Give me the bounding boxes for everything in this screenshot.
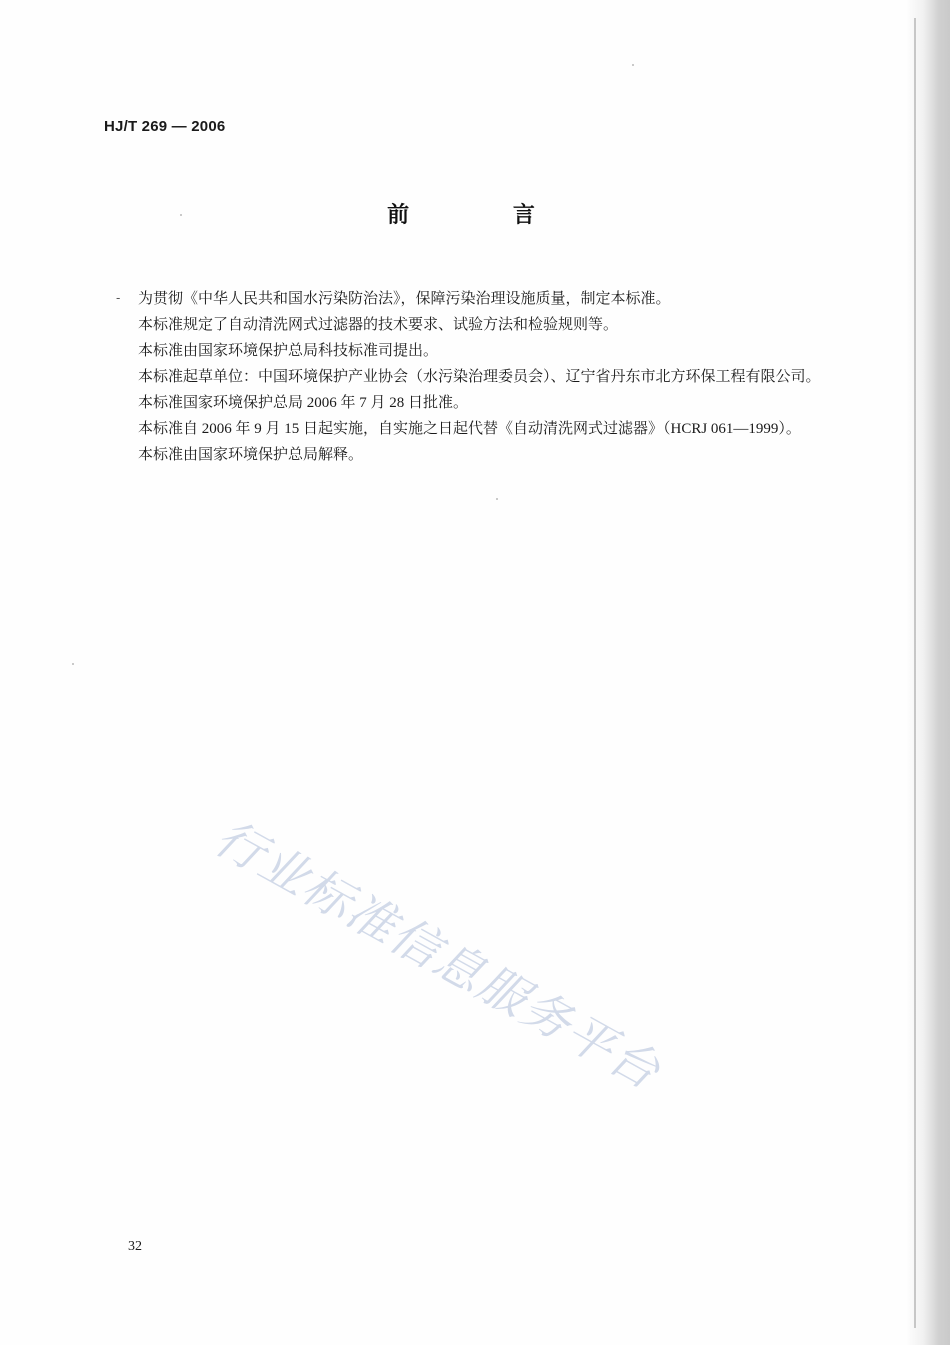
paragraph: 为贯彻《中华人民共和国水污染防治法》，保障污染治理设施质量，制定本标准。 [138, 291, 671, 307]
page-title: 前 言 [387, 203, 583, 228]
paragraph: 本标准起草单位：中国环境保护产业协会（水污染治理委员会）、辽宁省丹东市北方环保工程有限公司。 [138, 369, 821, 385]
margin-mark: - [116, 290, 121, 305]
paragraph: 本标准由国家环境保护总局科技标准司提出。 [138, 343, 439, 359]
scan-speck [632, 64, 634, 66]
scan-speck [72, 663, 74, 665]
paragraph: 本标准自 2006 年 9 月 15 日起实施，自实施之日起代替《自动清洗网式过滤器》（HCRJ 061—1999）。 [138, 421, 801, 437]
scan-speck [496, 498, 498, 500]
paragraph: 本标准国家环境保护总局 2006 年 7 月 28 日批准。 [138, 395, 469, 411]
page-number: 32 [128, 1239, 142, 1254]
watermark: 行业标准信息服务平台 [205, 809, 670, 1102]
paragraph: 本标准规定了自动清洗网式过滤器的技术要求、试验方法和检验规则等。 [138, 317, 619, 333]
standard-code: HJ/T 269 — 2006 [104, 118, 226, 135]
foreword-body [106, 286, 852, 468]
paragraph: 本标准由国家环境保护总局解释。 [138, 447, 364, 463]
